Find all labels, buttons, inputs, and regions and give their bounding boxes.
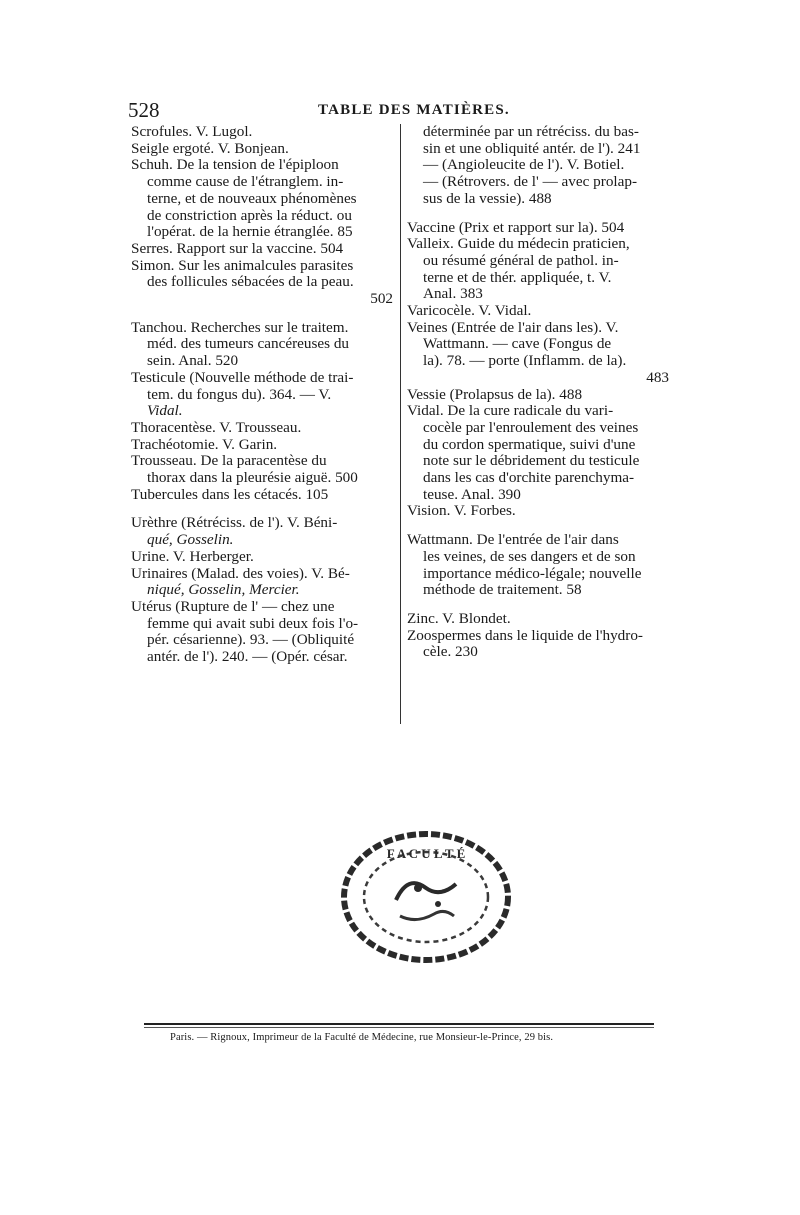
index-entry	[131, 515, 393, 548]
entry-line: Urinaires (Malad. des voies). V. Bé-	[131, 564, 350, 582]
entry-line: Scrofules. V. Lugol.	[131, 123, 253, 140]
entry-line: femme qui avait subi deux fois l'o-	[147, 614, 359, 632]
entry-line: Tanchou. Recherches sur le traitem.	[131, 318, 349, 336]
index-entry	[131, 437, 393, 454]
entry-line: terne et de thér. appliquée, t. V.	[423, 268, 612, 286]
index-entry	[407, 611, 669, 628]
entry-line: méthode de traitement. 58	[423, 581, 582, 599]
footer-rule	[144, 1027, 654, 1028]
entry-line: la). 78. — porte (Inflamm. de la).	[423, 352, 627, 370]
entry-line: Testicule (Nouvelle méthode de trai-	[131, 368, 354, 386]
index-entry	[407, 628, 669, 661]
index-entry	[407, 220, 669, 237]
entry-line: Urèthre (Rétréciss. de l'). V. Béni-	[131, 514, 338, 532]
entry-line: Zinc. V. Blondet.	[407, 609, 511, 627]
entry-line: antér. de l'). 240. — (Opér. césar.	[147, 648, 348, 666]
left-column	[131, 124, 393, 666]
entry-line: Varicocèle. V. Vidal.	[407, 302, 532, 320]
entry-line: Vidal. De la cure radicale du vari-	[407, 402, 614, 420]
library-stamp-icon	[338, 828, 514, 966]
entry-line: Simon. Sur les animalcules parasites	[131, 256, 354, 274]
entry-line: Thoracentèse. V. Trousseau.	[131, 418, 302, 436]
entry-line: pér. césarienne). 93. — (Obliquité	[147, 631, 355, 649]
entry-line: niqué, Gosselin, Mercier.	[147, 581, 300, 599]
entry-line: Vision. V. Forbes.	[407, 502, 516, 520]
entry-line: dans les cas d'orchite parenchyma-	[423, 469, 635, 487]
entry-line: Trachéotomie. V. Garin.	[131, 435, 278, 453]
index-entry	[131, 420, 393, 437]
index-entry	[131, 566, 393, 599]
entry-line: Vidal.	[147, 402, 183, 420]
index-entry	[407, 320, 669, 387]
entry-line: Wattmann. De l'entrée de l'air dans	[407, 531, 619, 549]
index-entry	[131, 487, 393, 504]
printer-imprint: Paris. — Rignoux, Imprimeur de la Faculté de Médecine, rue Monsieur-le-Prince, 29 bis.	[170, 1032, 554, 1043]
entry-line: Vaccine (Prix et rapport sur la). 504	[407, 218, 625, 236]
index-entry	[407, 124, 669, 208]
entry-line: Schuh. De la tension de l'épiploon	[131, 156, 339, 174]
index-entry	[131, 141, 393, 158]
entry-line: — (Angioleucite de l'). V. Botiel.	[423, 156, 625, 174]
entry-line: teuse. Anal. 390	[423, 485, 521, 503]
index-entry	[407, 403, 669, 503]
entry-line: Serres. Rapport sur la vaccine. 504	[131, 239, 344, 257]
index-entry	[131, 370, 393, 420]
index-entry	[131, 258, 393, 308]
entry-line: déterminée par un rétréciss. du bas-	[423, 123, 639, 140]
entry-line: tem. du fongus du). 364. — V.	[147, 385, 332, 403]
index-entry	[131, 157, 393, 241]
entry-line: Utérus (Rupture de l' — chez une	[131, 597, 335, 615]
index-entry	[407, 387, 669, 404]
page-number: 528	[128, 98, 160, 122]
column-rule	[400, 124, 401, 724]
right-column	[407, 124, 669, 661]
entry-line: Valleix. Guide du médecin praticien,	[407, 235, 630, 253]
entry-line: 483	[646, 368, 669, 386]
entry-line: Veines (Entrée de l'air dans les). V.	[407, 318, 619, 336]
index-entry	[407, 303, 669, 320]
entry-line: cocèle par l'enroulement des veines	[423, 418, 639, 436]
entry-line: Wattmann. — cave (Fongus de	[423, 335, 612, 353]
running-title: TABLE DES MATIÈRES.	[318, 102, 510, 118]
entry-line: — (Rétrovers. de l' — avec prolap-	[423, 173, 638, 191]
index-entry	[407, 236, 669, 303]
entry-line: 502	[370, 290, 393, 308]
entry-line: terne, et de nouveaux phénomènes	[147, 189, 357, 207]
entry-line: thorax dans la pleurésie aiguë. 500	[147, 469, 358, 487]
entry-line: Tubercules dans les cétacés. 105	[131, 485, 329, 503]
index-entry	[131, 320, 393, 370]
entry-line: des follicules sébacées de la peau.	[147, 273, 354, 291]
entry-line: ou résumé général de pathol. in-	[423, 251, 619, 269]
entry-line: de constriction après la réduct. ou	[147, 206, 352, 224]
footer-rule	[144, 1023, 654, 1025]
entry-line: Zoospermes dans le liquide de l'hydro-	[407, 626, 643, 644]
entry-line: les veines, de ses dangers et de son	[423, 547, 636, 565]
entry-line: Trousseau. De la paracentèse du	[131, 452, 327, 470]
entry-line: sus de la vessie). 488	[423, 189, 552, 207]
entry-line: Vessie (Prolapsus de la). 488	[407, 385, 583, 403]
entry-line: l'opérat. de la hernie étranglée. 85	[147, 223, 353, 241]
index-entry	[407, 532, 669, 599]
entry-line: Anal. 383	[423, 285, 483, 303]
index-entry	[131, 549, 393, 566]
index-entry	[131, 124, 393, 141]
entry-line: Seigle ergoté. V. Bonjean.	[131, 139, 289, 157]
stamp-text: F A C U L T É	[386, 846, 466, 861]
index-entry	[131, 599, 393, 666]
index-entry	[131, 241, 393, 258]
index-entry	[131, 453, 393, 486]
entry-line: du cordon spermatique, suivi d'une	[423, 435, 636, 453]
index-entry	[407, 503, 669, 520]
page-header	[128, 98, 668, 122]
entry-line: sin et une obliquité antér. de l'). 241	[423, 139, 641, 157]
entry-line: importance médico-légale; nouvelle	[423, 564, 642, 582]
entry-line: cèle. 230	[423, 643, 478, 661]
entry-line: méd. des tumeurs cancéreuses du	[147, 335, 350, 353]
entry-line: qué, Gosselin.	[147, 531, 234, 549]
entry-line: Urine. V. Herberger.	[131, 547, 254, 565]
entry-line: sein. Anal. 520	[147, 352, 239, 370]
entry-line: note sur le débridement du testicule	[423, 452, 640, 470]
entry-line: comme cause de l'étranglem. in-	[147, 173, 344, 191]
